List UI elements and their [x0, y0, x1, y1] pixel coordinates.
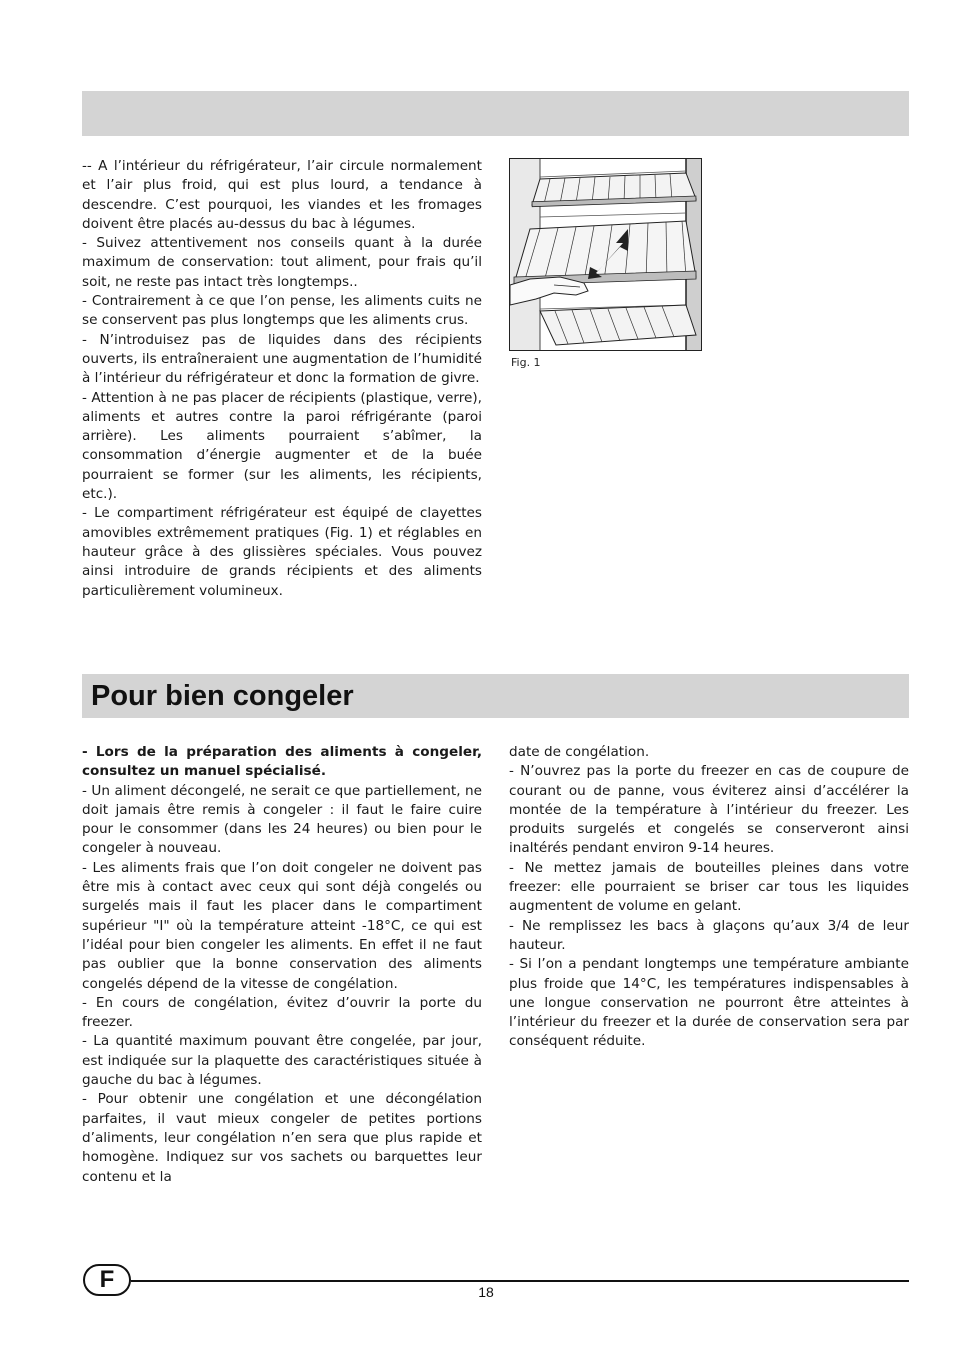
paragraph: - Attention à ne pas placer de récipients (plastique, verre), aliments et autres contre la paroi réfrigérante (paroi arrière). Les aliments pourraient s’abîmer, la consommation d’énergie augmenter et de la buée pourraient se former (sur les aliments, les récipients, etc.).	[82, 389, 482, 503]
paragraph: - N’ouvrez pas la porte du freezer en cas de coupure de courant ou de panne, vous éviterez ainsi d’accélérer la montée de la température à l’intérieur du freezer. Les produits surgelés et congelés se conserveront ainsi inaltérés pendant environ 9-14 heures.	[509, 763, 909, 857]
paragraph: - Suivez attentivement nos conseils quant à la durée maximum de conservation: tout aliment, pour frais qu’il soit, ne reste pas intact très longtemps..	[82, 235, 482, 290]
section-title: Pour bien congeler	[91, 680, 354, 712]
paragraph: - Le compartiment réfrigérateur est équipé de clayettes amovibles extrêmement pratiques (Fig. 1) et réglables en hauteur grâce à des glissières spéciales. Vous pouvez ainsi introduire de grands récipients et des aliments particulièrement volumineux.	[82, 505, 482, 599]
freezing-tips-left-column	[82, 743, 482, 1187]
paragraph: - Un aliment décongelé, ne serait ce que partiellement, ne doit jamais être remis à congeler : il faut le faire cuire pour le consommer (dans les 24 heures) ou bien pour le congeler à nouveau.	[82, 782, 482, 857]
paragraph: - Contrairement à ce que l’on pense, les aliments cuits ne se conservent pas plus longtemps que les aliments crus.	[82, 293, 482, 329]
paragraph: - Ne remplissez les bacs à glaçons qu’aux 3/4 de leur hauteur.	[509, 917, 909, 953]
paragraph: - Ne mettez jamais de bouteilles pleines dans votre freezer: elle pourraient se briser car tous les liquides augmentent de volume en gelant.	[509, 859, 909, 915]
footer-rule	[131, 1280, 909, 1282]
freezing-tips-right-column	[509, 743, 909, 1052]
fridge-tips-text	[82, 157, 482, 601]
paragraph: - Les aliments frais que l’on doit congeler ne doivent pas être mis à contact avec ceux qui sont déjà congelés ou surgelés mais il faut les placer dans le compartiment supérieur "I" où la température atteint -18°C, ce qui est l’idéal pour bien congeler les aliments. En effet il ne faut pas oublier que la bonne conservation des aliments congelés dépend de la vitesse de congélation.	[82, 859, 482, 992]
paragraph: - N’introduisez pas de liquides dans des récipients ouverts, ils entraîneraient une augmentation de l’humidité à l’intérieur du réfrigérateur et donc la formation de givre.	[82, 331, 482, 387]
refrigerator-shelf-illustration	[509, 158, 702, 351]
paragraph: - En cours de congélation, évitez d’ouvrir la porte du freezer.	[82, 994, 482, 1031]
language-badge: F	[83, 1264, 131, 1296]
paragraph: - Si l’on a pendant longtemps une température ambiante plus froide que 14°C, les températures indispensables à une longue conservation ne pourront être atteintes à l’intérieur du freezer et la durée de conservation sera par conséquent réduite.	[509, 956, 909, 1050]
page-number: 18	[478, 1284, 494, 1300]
figure-caption: Fig. 1	[511, 356, 541, 369]
paragraph: - La quantité maximum pouvant être congelée, par jour, est indiquée sur la plaquette des caractéristiques située à gauche du bac à légumes.	[82, 1033, 482, 1089]
paragraph: date de congélation.	[509, 744, 650, 760]
bold-intro: - Lors de la préparation des aliments à congeler, consultez un manuel spécialisé.	[82, 744, 482, 780]
top-header-band	[82, 91, 909, 136]
paragraph: - Pour obtenir une congélation et une décongélation parfaites, il vaut mieux congeler de petites portions d’aliments, leur congélation n’en sera que plus rapide et homogène. Indiquez sur vos sachets ou barquettes leur contenu et la	[82, 1091, 482, 1185]
paragraph: -- A l’intérieur du réfrigérateur, l’air circule normalement et l’air plus froid, qui est plus lourd, a tendance à descendre. C’est pourquoi, les viandes et les fromages doivent être placés au-dessus du bac à légumes.	[82, 158, 482, 232]
section-header-band	[82, 674, 909, 718]
